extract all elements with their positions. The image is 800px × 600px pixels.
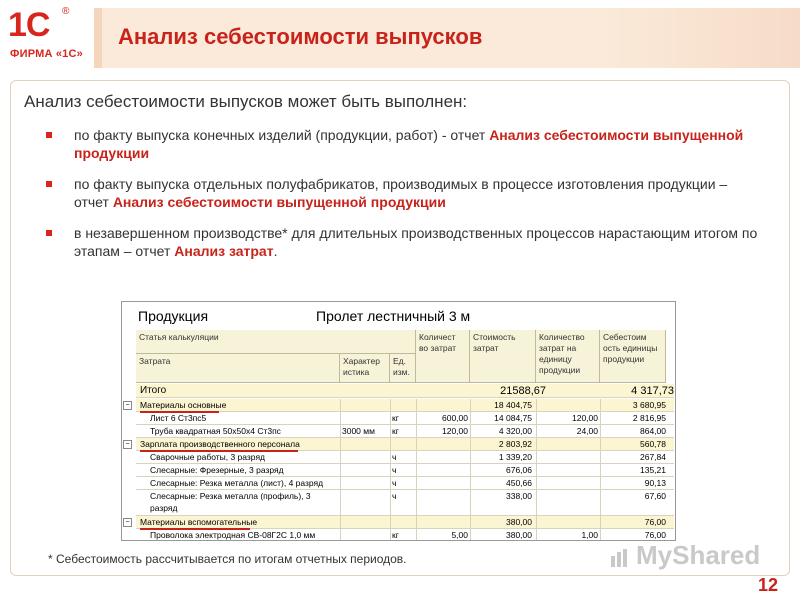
- row-sebest: 560,78: [640, 439, 666, 449]
- column-divider: [470, 477, 471, 489]
- row-kolvo: [418, 451, 468, 463]
- row-ed: ч: [392, 465, 397, 475]
- footnote: * Себестоимость рассчитывается по итогам отчетных периодов.: [48, 552, 407, 566]
- header-stoim: Стоимость затрат: [470, 330, 536, 383]
- column-divider: [390, 529, 391, 541]
- column-divider: [340, 529, 341, 541]
- column-divider: [390, 516, 391, 528]
- logo: [0, 0, 92, 72]
- row-name: Сварочные работы, 3 разряд: [150, 452, 266, 462]
- row-ed: кг: [392, 530, 399, 540]
- header-stat: Статья калькуляции: [136, 330, 416, 354]
- title-band-accent: [94, 8, 102, 68]
- column-divider: [600, 490, 601, 515]
- column-divider: [390, 464, 391, 476]
- row-stoim: 4 320,00: [498, 426, 532, 436]
- row-harakter: [342, 516, 390, 528]
- column-divider: [536, 464, 537, 476]
- header-kol-na-ed: Количество затрат на единицу продукции: [536, 330, 600, 383]
- row-kol-na-ed: [538, 516, 598, 528]
- total-label: Итого: [140, 385, 167, 396]
- row-kolvo: 5,00: [451, 530, 468, 540]
- column-divider: [536, 516, 537, 528]
- row-kol-na-ed: [538, 464, 598, 476]
- header-kolvo: Количест во затрат: [416, 330, 470, 383]
- row-sebest: 3 680,95: [632, 400, 666, 410]
- column-divider: [416, 451, 417, 463]
- row-sebest: 267,84: [640, 452, 666, 462]
- row-harakter: [342, 529, 390, 541]
- row-kolvo: [418, 490, 468, 516]
- column-divider: [390, 399, 391, 411]
- title-band-fade: [600, 8, 800, 68]
- column-divider: [416, 438, 417, 450]
- column-divider: [470, 425, 471, 437]
- report-item-row: [136, 451, 674, 464]
- column-divider: [536, 477, 537, 489]
- row-kolvo: [418, 438, 468, 450]
- row-ed: кг: [392, 413, 399, 423]
- report-name-highlight: Анализ затрат: [174, 243, 274, 259]
- bullet-tail: .: [273, 243, 278, 259]
- row-harakter: [342, 412, 390, 424]
- row-sebest: 864,00: [640, 426, 666, 436]
- column-divider: [600, 529, 601, 541]
- logo-mark: 1С: [8, 6, 50, 44]
- column-divider: [600, 451, 601, 463]
- column-divider: [340, 490, 341, 515]
- row-kol-na-ed: [538, 438, 598, 450]
- row-kolvo: [418, 464, 468, 476]
- bullet-square-icon: [46, 132, 52, 138]
- bullet-text: в незавершенном производстве* для длительных производственных процессов нарастающим итогом по этапам – отчет: [74, 225, 758, 259]
- bullet-list: [44, 126, 764, 273]
- row-ed: ч: [392, 452, 397, 462]
- collapse-group-icon[interactable]: −: [123, 440, 132, 449]
- row-harakter: [342, 490, 390, 516]
- column-divider: [470, 451, 471, 463]
- watermark-icon: [610, 548, 632, 568]
- column-divider: [390, 412, 391, 424]
- row-sebest: 135,21: [640, 465, 666, 475]
- row-kolvo: [418, 516, 468, 528]
- row-harakter: [342, 399, 390, 411]
- report-product-value: Пролет лестничный 3 м: [316, 308, 471, 324]
- column-divider: [390, 425, 391, 437]
- column-divider: [600, 438, 601, 450]
- column-divider: [340, 412, 341, 424]
- column-divider: [600, 477, 601, 489]
- column-divider: [536, 529, 537, 541]
- column-divider: [416, 477, 417, 489]
- logo-registered-mark: ®: [62, 6, 70, 17]
- row-harakter: [342, 451, 390, 463]
- row-ed: [392, 399, 416, 411]
- row-name: Лист 6 Ст3пс5: [150, 413, 207, 423]
- total-row: [136, 384, 674, 398]
- column-divider: [340, 425, 341, 437]
- report-item-row: [136, 464, 674, 477]
- bullet-text: по факту выпуска отдельных полуфабрикатов, производимых в процессе изготовления продукции – отчет: [74, 176, 728, 210]
- report-item-row: [136, 425, 674, 438]
- row-sebest: 90,13: [644, 478, 666, 488]
- row-harakter: [342, 438, 390, 450]
- report-item-row: [136, 529, 674, 541]
- bullet-square-icon: [46, 230, 52, 236]
- row-harakter: [342, 464, 390, 476]
- row-kol-na-ed: [538, 477, 598, 489]
- bullet-square-icon: [46, 181, 52, 187]
- row-kol-na-ed: 24,00: [576, 426, 598, 436]
- column-divider: [536, 399, 537, 411]
- row-kol-na-ed: [538, 399, 598, 411]
- column-divider: [416, 529, 417, 541]
- column-divider: [600, 516, 601, 528]
- column-divider: [470, 464, 471, 476]
- row-kol-na-ed: [538, 451, 598, 463]
- watermark-text: MyShared: [636, 540, 761, 570]
- column-divider: [340, 451, 341, 463]
- header-zatrata: Затрата: [136, 354, 340, 383]
- row-sebest: 76,00: [644, 517, 666, 527]
- column-divider: [470, 412, 471, 424]
- column-divider: [536, 490, 537, 515]
- header-sebest: Себестоим ость единицы продукции: [600, 330, 666, 383]
- row-sebest: 76,00: [644, 530, 666, 540]
- row-stoim: 338,00: [506, 491, 532, 501]
- report-name-highlight: Анализ себестоимости выпущенной продукции: [112, 194, 446, 210]
- title-band: [94, 8, 800, 68]
- page-number: 12: [758, 575, 779, 595]
- column-divider: [536, 451, 537, 463]
- column-divider: [340, 438, 341, 450]
- row-name: Зарплата производственного персонала: [140, 439, 300, 449]
- row-name: Проволока электродная СВ-08Г2С 1,0 мм: [150, 530, 316, 540]
- row-stoim: 380,00: [506, 530, 532, 540]
- column-divider: [340, 399, 341, 411]
- row-harakter: [342, 477, 390, 489]
- bullet-item: [44, 224, 764, 260]
- report-item-row: [136, 490, 674, 516]
- column-divider: [470, 529, 471, 541]
- row-kolvo: 120,00: [442, 426, 468, 436]
- column-divider: [390, 490, 391, 515]
- column-divider: [536, 438, 537, 450]
- row-stoim: 18 404,75: [494, 400, 532, 410]
- row-ed: [392, 516, 416, 528]
- row-stoim: 2 803,92: [498, 439, 532, 449]
- bullet-item: [44, 175, 764, 211]
- row-kol-na-ed: 1,00: [581, 530, 598, 540]
- collapse-group-icon[interactable]: −: [123, 401, 132, 410]
- row-kolvo: [418, 399, 468, 411]
- row-name: Материалы вспомогательные: [140, 517, 258, 527]
- column-divider: [416, 399, 417, 411]
- column-divider: [470, 399, 471, 411]
- column-divider: [470, 516, 471, 528]
- row-stoim: 380,00: [506, 517, 532, 527]
- column-divider: [416, 412, 417, 424]
- row-harakter: 3000 мм: [342, 426, 375, 436]
- row-kol-na-ed: [538, 490, 598, 516]
- row-kol-na-ed: 120,00: [572, 413, 598, 423]
- row-name: Труба квадратная 50x50x4 Ст3пс: [150, 426, 281, 436]
- row-name: Слесарные: Резка металла (профиль), 3 разряд: [150, 491, 311, 513]
- column-divider: [470, 438, 471, 450]
- report-product-label: Продукция: [138, 308, 209, 324]
- column-divider: [390, 451, 391, 463]
- header-harakter: Характер истика: [340, 354, 390, 383]
- bullet-text: по факту выпуска конечных изделий (продукции, работ) - отчет: [74, 127, 490, 143]
- row-stoim: 14 084,75: [494, 413, 532, 423]
- row-sebest: 2 816,95: [632, 413, 666, 423]
- column-divider: [600, 399, 601, 411]
- bullet-item: [44, 126, 764, 162]
- column-divider: [536, 412, 537, 424]
- column-divider: [600, 425, 601, 437]
- logo-firm-name: ФИРМА «1С»: [10, 48, 83, 60]
- report-item-row: [136, 412, 674, 425]
- total-stoim: 21588,67: [500, 385, 546, 397]
- row-sebest: 67,60: [644, 491, 666, 501]
- report-name-highlight: Анализ себестоимости выпущенной продукции: [74, 127, 744, 161]
- row-name: Слесарные: Фрезерные, 3 разряд: [150, 465, 284, 475]
- cost-report-table: [121, 301, 676, 541]
- row-stoim: 450,66: [506, 478, 532, 488]
- column-divider: [600, 464, 601, 476]
- row-name: Материалы основные: [140, 400, 227, 410]
- row-ed: [392, 438, 416, 450]
- column-divider: [340, 516, 341, 528]
- row-kolvo: 600,00: [442, 413, 468, 423]
- column-divider: [536, 425, 537, 437]
- column-divider: [600, 412, 601, 424]
- column-divider: [340, 477, 341, 489]
- row-kolvo: [418, 477, 468, 489]
- slide-title: Анализ себестоимости выпусков: [118, 24, 483, 49]
- column-divider: [416, 464, 417, 476]
- column-divider: [390, 438, 391, 450]
- row-ed: ч: [392, 491, 397, 501]
- column-divider: [470, 490, 471, 515]
- column-divider: [416, 490, 417, 515]
- column-divider: [416, 516, 417, 528]
- row-stoim: 676,06: [506, 465, 532, 475]
- column-divider: [416, 425, 417, 437]
- row-ed: ч: [392, 478, 397, 488]
- row-stoim: 1 339,20: [498, 452, 532, 462]
- row-ed: кг: [392, 426, 399, 436]
- column-divider: [340, 464, 341, 476]
- row-name: Слесарные: Резка металла (лист), 4 разряд: [150, 478, 324, 488]
- column-divider: [390, 477, 391, 489]
- header-ed: Ед. изм.: [390, 354, 416, 383]
- report-item-row: [136, 477, 674, 490]
- total-sebest: 4 317,73: [631, 385, 674, 397]
- collapse-group-icon[interactable]: −: [123, 518, 132, 527]
- section-heading: Анализ себестоимости выпусков может быть выполнен:: [24, 92, 468, 111]
